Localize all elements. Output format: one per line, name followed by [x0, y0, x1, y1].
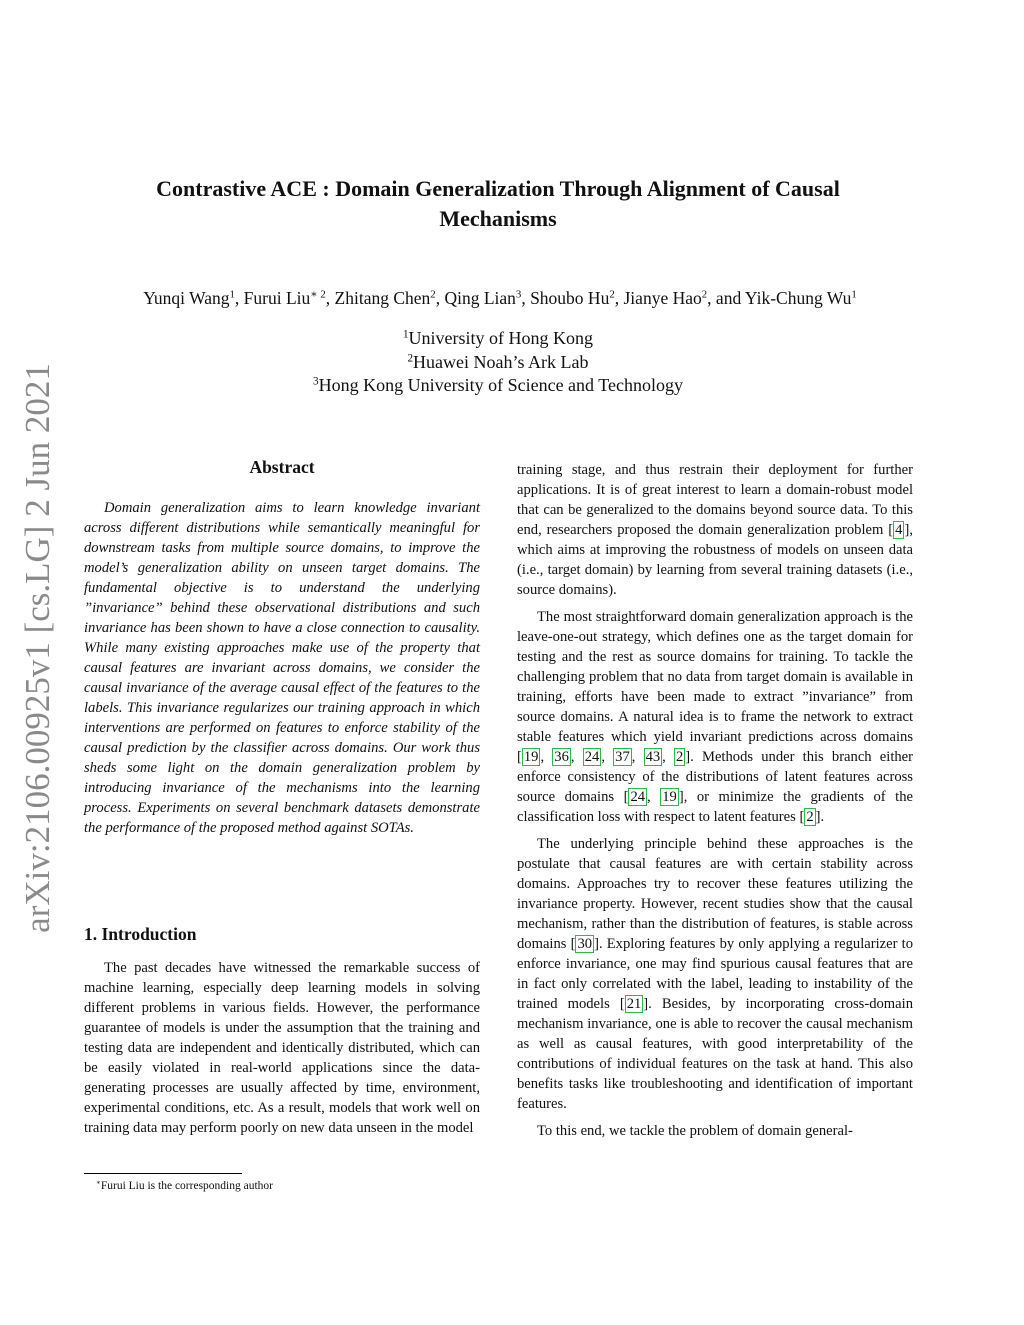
- abstract-text: Domain generalization aims to learn knowledge invariant across different distributions while semantically meaningful for downstream tasks from multiple source domains, to improve the model’s generalization ability on unseen target domains. The fundamental objective is to understand the underlying ”invariance” behind these observational distributions and such invariance has been shown to have a close connection to causality. While many existing approaches make use of the property that causal features are invariant across domains, we consider the causal invariance of the average causal effect of the features to the labels. This invariance regularizes our training approach in which interventions are performed on features to enforce stability of the causal prediction by the classifier across domains. Our work thus sheds some light on the domain generalization problem by introducing invariance of the mechanisms into the learning process. Experiments on several benchmark datasets demonstrate the performance of the proposed method against SOTAs.: [84, 500, 480, 836]
- arxiv-identifier-stamp: arXiv:2106.00925v1 [cs.LG] 2 Jun 2021: [18, 363, 57, 933]
- abstract-section: [84, 498, 480, 838]
- author-list: Yunqi Wang$^1$, Furui Liu$^{∗ 2}$, Zhitang Chen$^2$, Qing Lian$^3$, Shoubo Hu$^2$, Jianye Hao$^2$, and Yik-Chung Wu$^1$: [143, 288, 857, 308]
- footnote-rule: [84, 1173, 242, 1174]
- citation-link[interactable]: 2: [675, 749, 684, 765]
- abstract-heading: Abstract: [249, 457, 315, 477]
- introduction-heading: 1. Introduction: [84, 924, 197, 944]
- introduction-paragraph: The past decades have witnessed the remarkable success of machine learning, especially deep learning models in solving different problems in various fields. However, the performance guarantee of models is under the assumption that the training and testing data are independent and identically distributed, which can be easily violated in real-world applications since the data-generating processes are usually affected by time, environment, experimental conditions, etc. As a result, models that work well on training data may perform poorly on new data unseen in the model: [84, 960, 480, 1136]
- title-line-2: Mechanisms: [439, 206, 557, 231]
- author: Shoubo Hu$^2$: [530, 288, 615, 308]
- author: Yik-Chung Wu$^1$: [744, 288, 857, 308]
- citation-link[interactable]: 36: [554, 749, 569, 765]
- paper-title: [100, 174, 896, 234]
- author: Jianye Hao$^2$: [623, 288, 708, 308]
- citation-link[interactable]: 24: [630, 789, 646, 805]
- author: Yunqi Wang$^1$: [143, 288, 235, 308]
- affiliation: $^3$Hong Kong University of Science and Technology: [313, 375, 683, 395]
- citation-link[interactable]: 37: [615, 749, 630, 765]
- citation-link[interactable]: 19: [523, 749, 539, 765]
- citation-link[interactable]: 21: [626, 996, 642, 1012]
- citation-link[interactable]: 43: [645, 749, 661, 765]
- paragraph: training stage, and thus restrain their deployment for further applications. It is of great interest to learn a domain-robust model that can be generalized to the domains beyond source data. To this end, researchers proposed the domain generalization problem [ 4 ], which aims at improving the robustness of models on unseen data (i.e., target domain) by learning from several training datasets (i.e., source domains).: [517, 462, 913, 598]
- paragraph: To this end, we tackle the problem of domain general-: [537, 1123, 853, 1139]
- footnote: ∗Furui Liu is the corresponding author: [96, 1178, 273, 1192]
- citation-link[interactable]: 2: [806, 809, 814, 825]
- paragraph: The underlying principle behind these approaches is the postulate that causal features are with certain stability across domains. Approaches try to recover these features utilizing the invariance property. However, recent studies show that the causal mechanism, rather than the distribution of features, is stable across domains [ 30 ]. Exploring features by only applying a regularizer to enforce invariance, one may find spurious causal features that are in fact only correlated with the label, leading to instability of the trained models [ 21 ]. Besides, by incorporating cross-domain mechanism invariance, one is able to recover the causal mechanism as well as causal features, with good interpretability of the contributions of individual features on the task at hand. This also benefits tasks like troubleshooting and identification of important features.: [517, 836, 913, 1112]
- author: Zhitang Chen$^2$: [334, 288, 436, 308]
- affiliation: $^1$University of Hong Kong: [402, 328, 594, 348]
- citation-link[interactable]: 30: [577, 936, 593, 952]
- paragraph: The most straightforward domain generalization approach is the leave-one-out strategy, which defines one as the target domain for testing and the rest as source domains for training. To tackle the challenging problem that no data from target domain is available in training, efforts have been made to extract ”invariance” from source domains. A natural idea is to frame the network to extract stable features which yield invariant predictions across domains [ 19 , 36 , 24 , 37 , 43 , 2 ]. Methods under this branch either enforce consistency of the distributions of latent features across source domains [ 24 , 19 ], or minimize the gradients of the classification loss with respect to latent features [ 2 ].: [517, 609, 914, 825]
- affiliation-list: [200, 327, 796, 398]
- author: Qing Lian$^3$: [444, 288, 522, 308]
- affiliation: $^2$Huawei Noah’s Ark Lab: [407, 351, 589, 372]
- citation-link[interactable]: 19: [662, 789, 677, 805]
- author: Furui Liu$^{∗ 2}$: [243, 288, 326, 308]
- citation-link[interactable]: 24: [584, 749, 600, 765]
- citation-link[interactable]: 4: [895, 522, 903, 538]
- right-column: [517, 460, 913, 1148]
- title-line-1: Contrastive ACE : Domain Generalization Through Alignment of Causal: [156, 176, 840, 201]
